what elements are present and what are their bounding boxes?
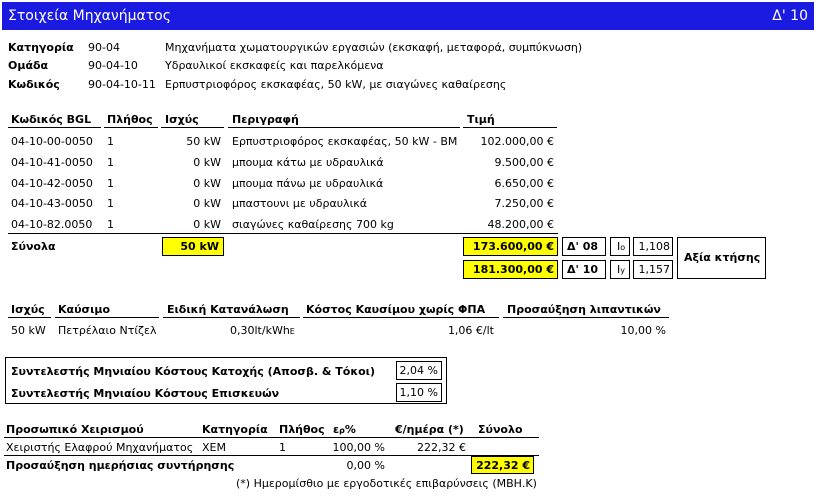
ownership-value: 2,04 %	[399, 364, 438, 377]
fuel-type: Πετρέλαιο Ντίζελ	[58, 324, 157, 337]
group-label: Ομάδα	[8, 59, 49, 72]
table-cell-code: 04-10-42-0050	[11, 177, 93, 190]
category-code: 90-04	[88, 41, 120, 54]
d08-label: Δ' 08	[567, 240, 599, 253]
fuel-consumption: 0,30lt/kWhE	[230, 324, 295, 337]
d10-index-box	[633, 260, 673, 279]
table-cell-price: 7.250,00 €	[494, 197, 554, 210]
table-cell-qty: 1	[107, 177, 114, 190]
personnel-ep: 100,00 %	[332, 441, 385, 454]
table-cell-desc: μπουμα πάνω με υδραυλικά	[232, 177, 384, 190]
code-desc: Ερπυστριοφόρος εκσκαφέας, 50 kW, με σιαγώνες καθαίρεσης	[165, 78, 507, 91]
d10-label: Δ' 10	[567, 263, 599, 276]
table-cell-qty: 1	[107, 197, 114, 210]
fuel-cost: 1,06 €/lt	[447, 324, 494, 337]
personnel-total: 222,32 €	[476, 459, 530, 472]
category-label: Κατηγορία	[8, 41, 74, 54]
table-cell-price: 6.650,00 €	[494, 177, 554, 190]
bgl-header-desc: Περιγραφή	[232, 113, 299, 126]
table-cell-price: 48.200,00 €	[487, 218, 554, 231]
repair-label: Συντελεστής Μηνιαίου Κόστους Επισκευών	[11, 387, 280, 400]
table-cell-power: 0 kW	[193, 218, 221, 231]
fuel-header-consumption: Ειδική Κατανάλωση	[167, 303, 289, 316]
d08-index: 1,108	[638, 240, 670, 253]
table-cell-qty: 1	[107, 218, 114, 231]
total-price-d10: 181.300,00 €	[472, 263, 554, 276]
ownership-label: Συντελεστής Μηνιαίου Κόστους Κατοχής (Αποσβ. & Τόκοι)	[11, 365, 375, 378]
code-code: 90-04-10-11	[88, 78, 156, 91]
total-price-d10-highlight	[463, 260, 558, 279]
totals-label: Σύνολα	[11, 240, 56, 253]
total-power-highlight	[162, 237, 224, 256]
table-cell-price: 9.500,00 €	[494, 156, 554, 169]
table-cell-desc: μπουμα κάτω με υδραυλικά	[232, 156, 384, 169]
iy-label: Iy	[617, 263, 625, 276]
d08-label-box	[562, 237, 606, 256]
title-bar	[2, 2, 814, 30]
iy-box	[610, 260, 630, 279]
personnel-header-ep: ερ%	[333, 423, 356, 436]
total-price-d08-highlight	[463, 237, 558, 256]
divider	[4, 455, 539, 456]
divider	[303, 317, 499, 318]
repair-value: 1,10 %	[399, 386, 438, 399]
maintenance-label: Προσαύξηση ημερήσιας συντήρησης	[6, 459, 235, 472]
category-desc: Μηχανήματα χωματουργικών εργασιών (εκσκαφή, μεταφορά, συμπύκνωση)	[165, 41, 583, 54]
divider	[8, 317, 51, 318]
table-cell-code: 04-10-41-0050	[11, 156, 93, 169]
personnel-header-staff: Προσωπικό Χειρισμού	[6, 423, 144, 436]
personnel-staff: Χειριστής Ελαφρού Μηχανήματος	[6, 441, 194, 454]
io-label: Io	[617, 240, 626, 253]
personnel-qty: 1	[279, 441, 286, 454]
code-label: Κωδικός	[8, 78, 60, 91]
total-power: 50 kW	[180, 240, 219, 253]
d10-label-box	[562, 260, 606, 279]
page-code: Δ' 10	[772, 8, 808, 24]
fuel-header-power: Ισχύς	[11, 303, 45, 316]
table-cell-power: 0 kW	[193, 197, 221, 210]
personnel-per-day: 222,32 €	[417, 441, 466, 454]
bgl-header-price: Τιμή	[467, 113, 495, 126]
total-price-d08: 173.600,00 €	[472, 240, 554, 253]
fuel-header-cost: Κόστος Καυσίμου χωρίς ΦΠΑ	[306, 303, 486, 316]
personnel-category: ΧΕΜ	[202, 441, 226, 454]
divider	[4, 437, 539, 438]
table-cell-price: 102.000,00 €	[480, 135, 554, 148]
io-box	[610, 237, 630, 256]
divider	[8, 233, 558, 234]
repair-value-box	[396, 383, 442, 402]
bgl-header-code: Κωδικός BGL	[11, 113, 92, 126]
table-cell-desc: σιαγώνες καθαίρεσης 700 kg	[232, 218, 394, 231]
fuel-header-fuel: Καύσιμο	[58, 303, 111, 316]
acquisition-label: Αξία κτήσης	[684, 251, 761, 264]
personnel-header-per-day: €/ημέρα (*)	[395, 423, 464, 436]
divider	[228, 127, 460, 128]
divider	[8, 127, 101, 128]
personnel-total-highlight	[471, 456, 534, 474]
d08-index-box	[633, 237, 673, 256]
divider	[161, 127, 224, 128]
table-cell-qty: 1	[107, 156, 114, 169]
divider	[55, 317, 159, 318]
maintenance-value: 0,00 %	[346, 459, 385, 472]
bgl-header-qty: Πλήθος	[107, 113, 153, 126]
table-cell-power: 0 kW	[193, 177, 221, 190]
fuel-lube: 10,00 %	[620, 324, 666, 337]
table-cell-code: 04-10-00-0050	[11, 135, 93, 148]
group-desc: Υδραυλικοί εκσκαφείς και παρελκόμενα	[165, 59, 384, 72]
personnel-header-total: Σύνολο	[478, 423, 523, 436]
group-code: 90-04-10	[88, 59, 138, 72]
ownership-value-box	[396, 361, 442, 380]
table-cell-code: 04-10-82.0050	[11, 218, 93, 231]
divider	[463, 127, 557, 128]
table-cell-power: 50 kW	[186, 135, 221, 148]
personnel-header-qty: Πλήθος	[279, 423, 325, 436]
personnel-header-category: Κατηγορία	[202, 423, 268, 436]
divider	[503, 317, 669, 318]
acquisition-box	[677, 237, 766, 279]
table-cell-desc: Ερπυστριοφόρος εκσκαφέας, 50 kW - BM	[232, 135, 458, 148]
bgl-header-power: Ισχύς	[165, 113, 199, 126]
d10-index: 1,157	[638, 263, 670, 276]
footnote: (*) Ημερομίσθιο με εργοδοτικές επιβαρύνσεις (ΜΒΗ.Κ)	[236, 477, 537, 490]
table-cell-qty: 1	[107, 135, 114, 148]
divider	[163, 317, 300, 318]
table-cell-code: 04-10-43-0050	[11, 197, 93, 210]
table-cell-power: 0 kW	[193, 156, 221, 169]
page-title: Στοιχεία Μηχανήματος	[8, 8, 171, 24]
fuel-power: 50 kW	[11, 324, 46, 337]
fuel-header-lube: Προσαύξηση λιπαντικών	[507, 303, 661, 316]
divider	[104, 127, 158, 128]
table-cell-desc: μπαστουνι με υδραυλικά	[232, 197, 368, 210]
